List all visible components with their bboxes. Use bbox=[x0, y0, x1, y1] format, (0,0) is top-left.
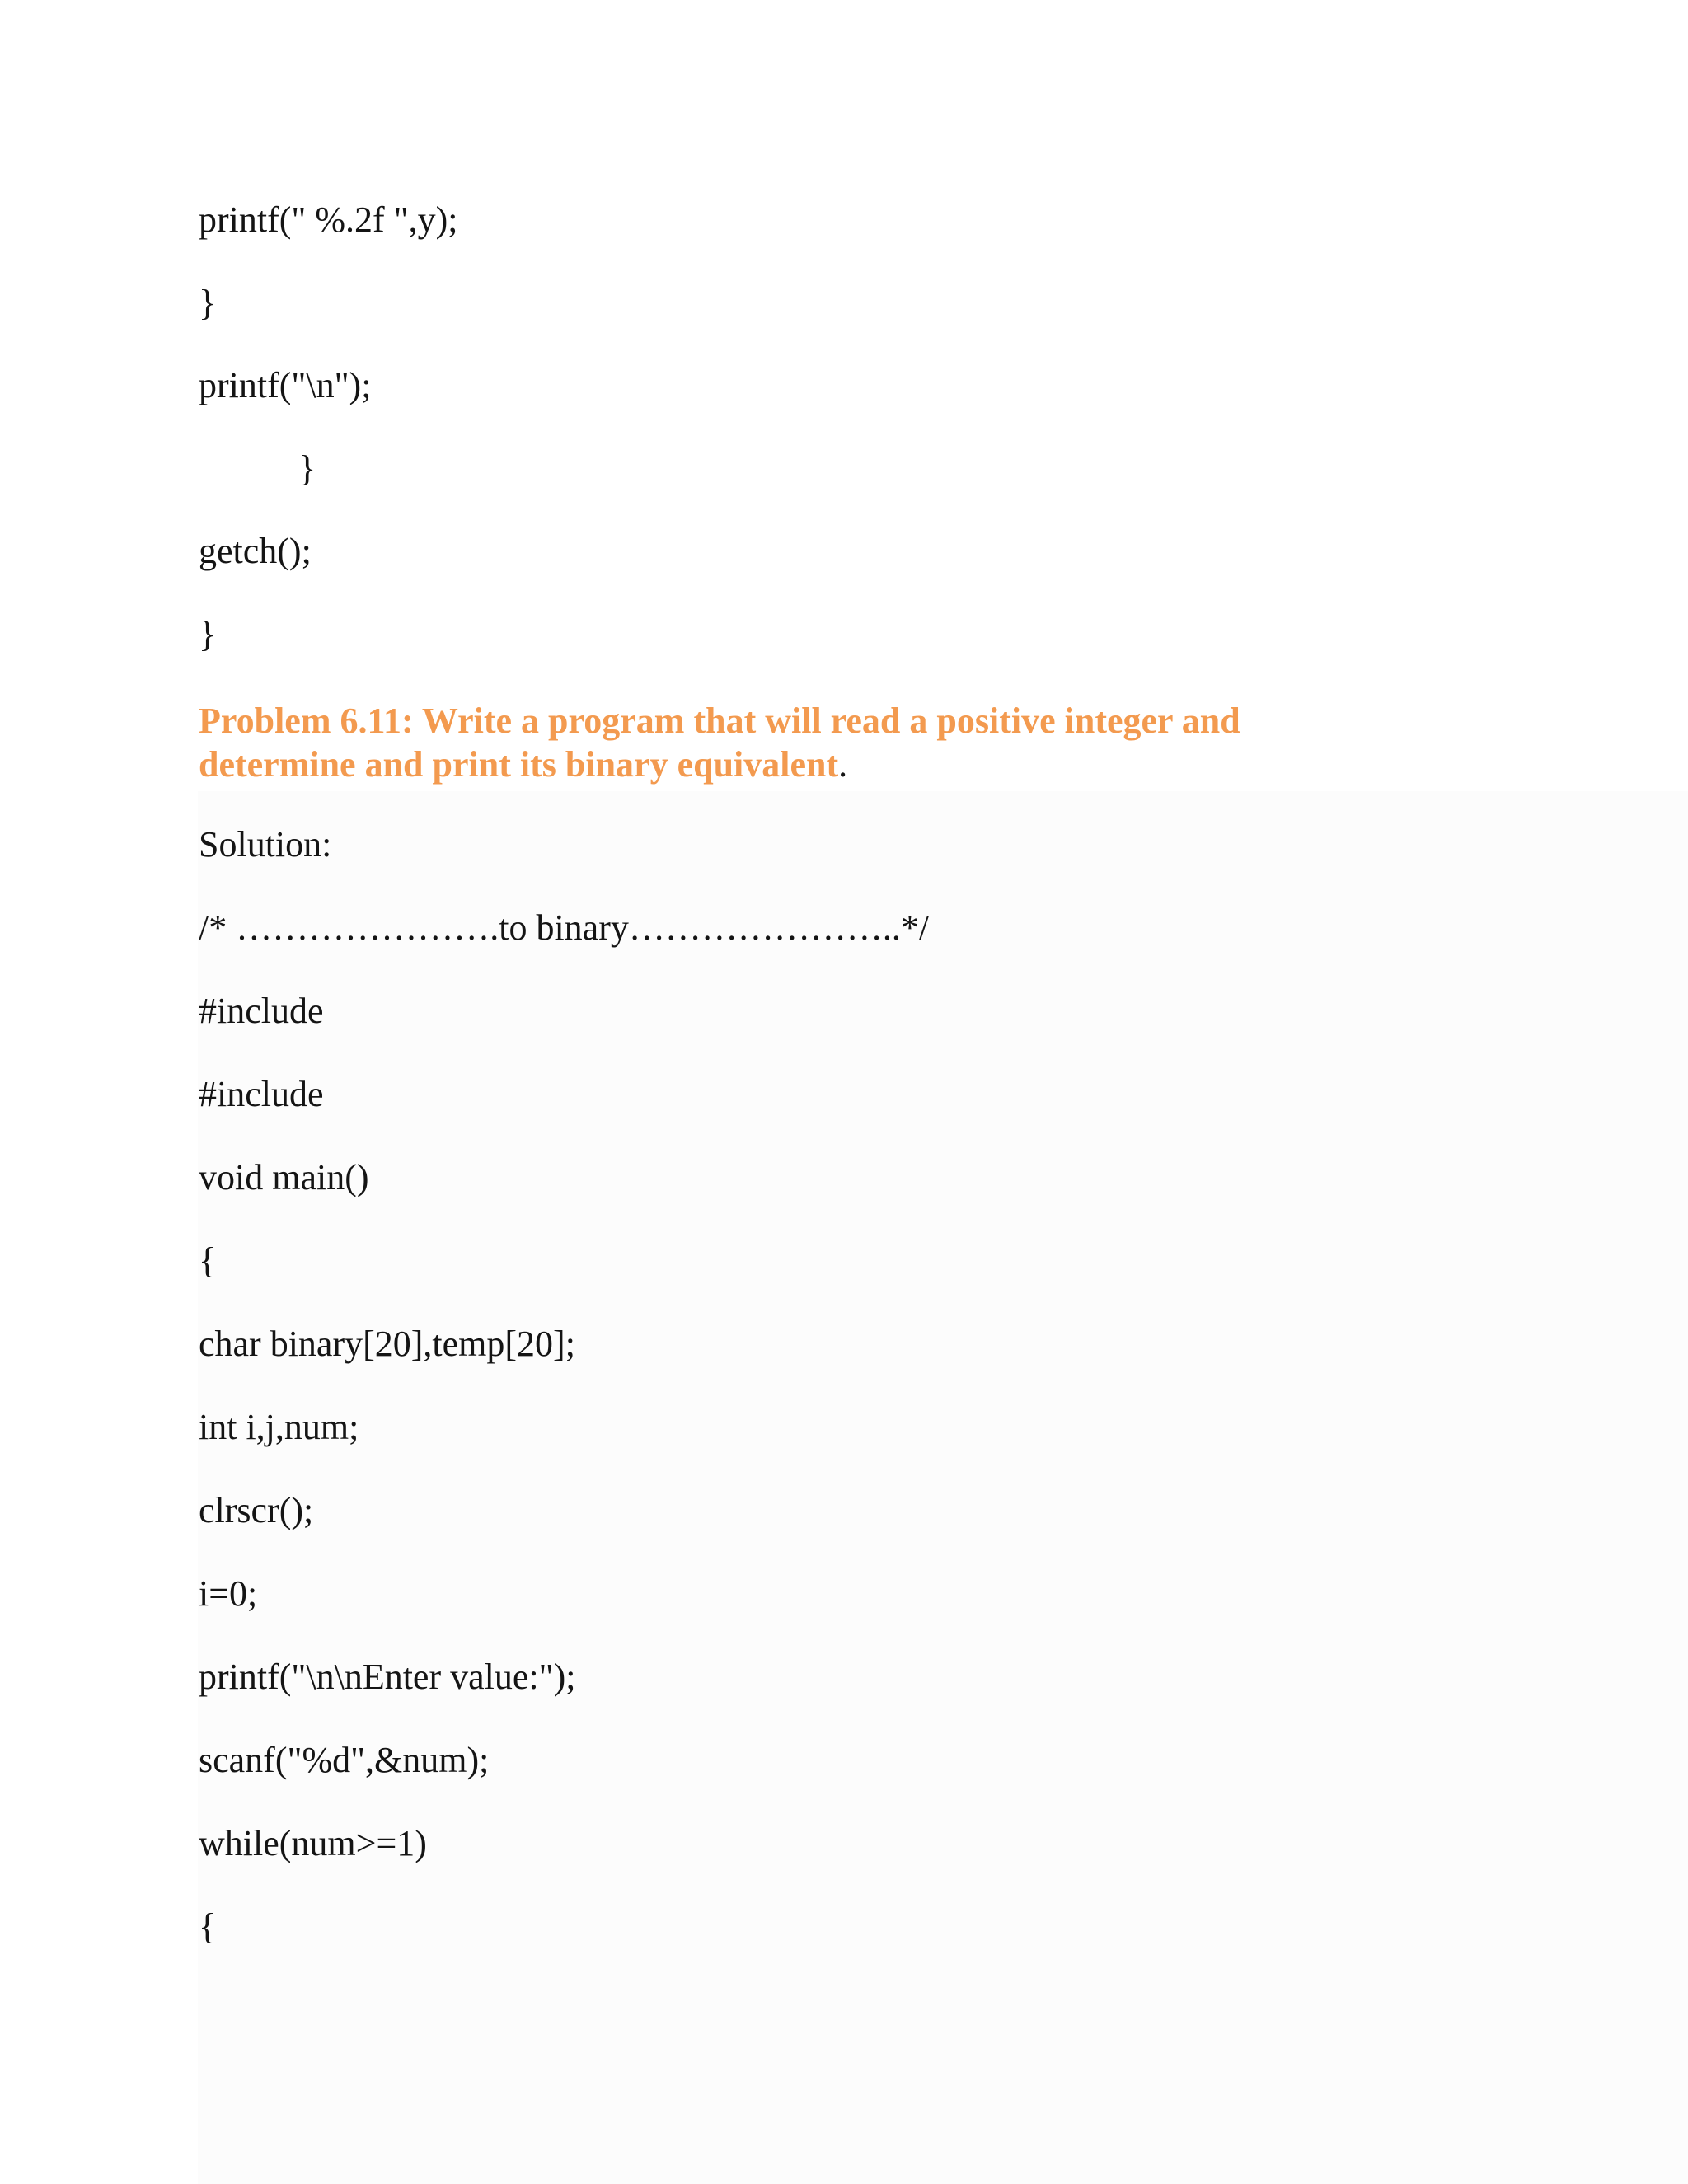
code-comment-to-binary: /* ………………….to binary…………………..*/ bbox=[199, 907, 930, 948]
problem-heading-line-1: Problem 6.11: Write a program that will read a positive integer and bbox=[199, 701, 1240, 741]
code-line-close-brace: } bbox=[199, 283, 217, 323]
code-line-printf-newline: printf("\n"); bbox=[199, 365, 372, 405]
code-line-include-2: #include bbox=[199, 1074, 324, 1114]
code-line-void-main: void main() bbox=[199, 1157, 369, 1197]
code-line-printf-enter: printf("\n\nEnter value:"); bbox=[199, 1657, 576, 1697]
problem-heading-period: . bbox=[838, 744, 848, 785]
code-line-scanf: scanf("%d",&num); bbox=[199, 1740, 490, 1780]
code-line-int-decl: int i,j,num; bbox=[199, 1407, 359, 1447]
code-line-i-zero: i=0; bbox=[199, 1573, 258, 1614]
code-line-close-brace-main: } bbox=[199, 614, 217, 654]
code-line-while: while(num>=1) bbox=[199, 1823, 427, 1863]
code-line-getch: getch(); bbox=[199, 531, 312, 571]
code-line-char-decl: char binary[20],temp[20]; bbox=[199, 1324, 575, 1364]
problem-heading bbox=[199, 699, 1600, 786]
problem-heading-line-2 bbox=[199, 743, 1600, 786]
code-line-close-brace-indented: } bbox=[298, 448, 316, 489]
code-line-printf-y: printf(" %.2f ",y); bbox=[199, 199, 458, 240]
code-line-open-brace-while: { bbox=[199, 1906, 217, 1947]
page-shade bbox=[198, 791, 1688, 2184]
problem-heading-line-2-text: determine and print its binary equivalent bbox=[199, 744, 839, 785]
code-line-open-brace: { bbox=[199, 1240, 217, 1281]
code-line-include-1: #include bbox=[199, 991, 324, 1031]
code-line-clrscr: clrscr(); bbox=[199, 1490, 314, 1530]
solution-label: Solution: bbox=[199, 824, 332, 865]
